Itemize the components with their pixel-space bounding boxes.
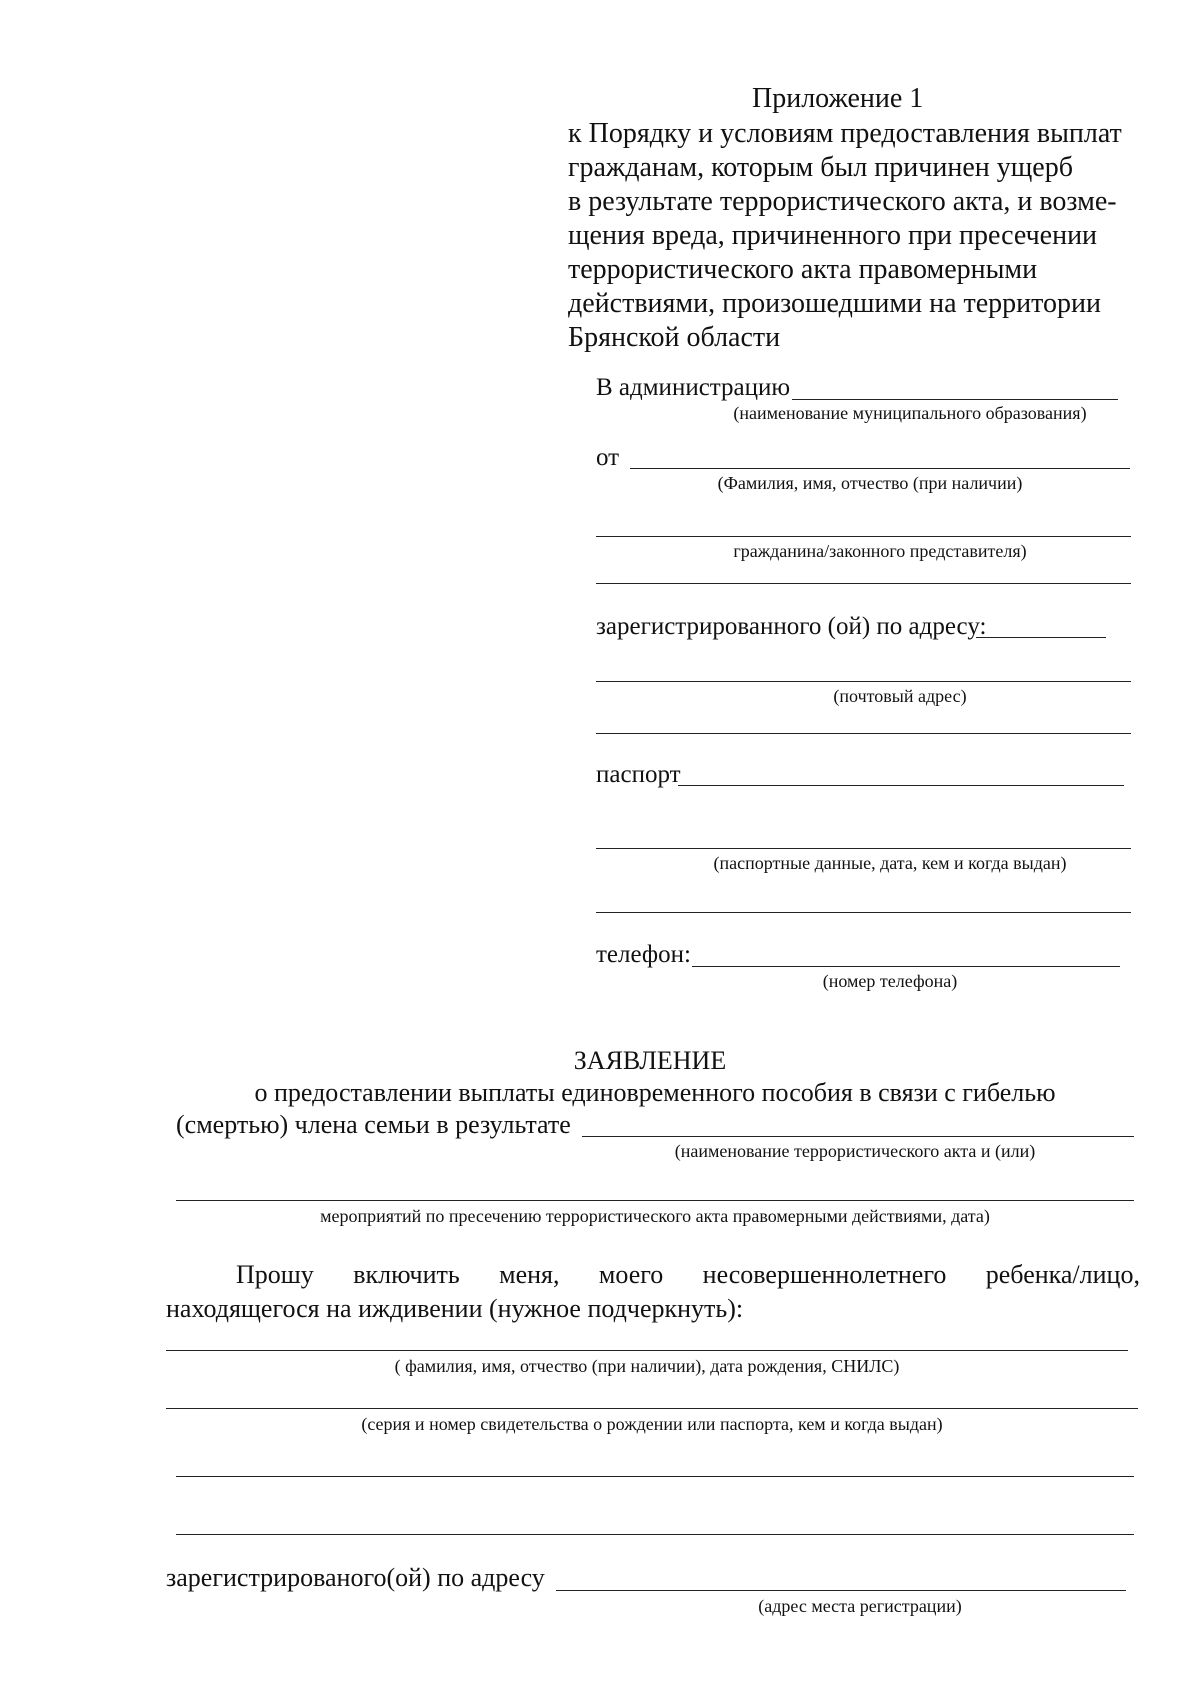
child-document-field-2[interactable]	[176, 1476, 1134, 1477]
request-line-2: находящегося на иждивении (нужное подчеркнуть):	[166, 1294, 744, 1323]
request-word: включить	[353, 1260, 460, 1289]
statement-title: ЗАЯВЛЕНИЕ	[573, 1046, 727, 1075]
child-document-field-3[interactable]	[176, 1534, 1134, 1535]
phone-label: телефон:	[596, 941, 691, 968]
request-word: ребенка/лицо,	[985, 1260, 1140, 1289]
terror-act-field-2[interactable]	[176, 1200, 1134, 1201]
passport-label: паспорт	[596, 761, 681, 788]
appendix-line: Брянской области	[568, 322, 781, 353]
request-word: Прошу	[236, 1260, 314, 1289]
child-document-field[interactable]	[166, 1408, 1138, 1409]
request-word: меня,	[499, 1260, 560, 1289]
passport-caption: (паспортные данные, дата, кем и когда выдан)	[713, 853, 1067, 873]
child-registered-caption: (адрес места регистрации)	[758, 1596, 962, 1616]
registered-address-field[interactable]	[976, 637, 1106, 638]
postal-address-field-2[interactable]	[596, 733, 1131, 734]
administration-caption: (наименование муниципального образования)	[733, 403, 1087, 423]
appendix-line: гражданам, которым был причинен ущерб	[568, 152, 1073, 183]
passport-field[interactable]	[678, 785, 1124, 786]
child-registered-label: зарегистрированого(ой) по адресу	[166, 1563, 545, 1592]
appendix-line: действиями, произошедшими на территории	[568, 288, 1101, 319]
passport-field-3[interactable]	[596, 912, 1131, 913]
passport-field-2[interactable]	[596, 848, 1131, 849]
statement-subtitle: о предоставлении выплаты единовременного пособия в связи с гибелью	[254, 1078, 1056, 1107]
administration-field[interactable]	[792, 399, 1118, 400]
terror-act-caption: (наименование террористического акта и (или)	[674, 1141, 1036, 1161]
appendix-line: к Порядку и условиям предоставления выплат	[568, 118, 1122, 149]
phone-caption: (номер телефона)	[822, 971, 958, 991]
request-word: несовершеннолетнего	[702, 1260, 947, 1289]
from-name-field-3[interactable]	[596, 583, 1131, 584]
from-label: от	[596, 444, 620, 471]
appendix-line: в результате террористического акта, и возме-	[568, 186, 1117, 217]
terror-act-caption-2: мероприятий по пресечению террористического акта правомерными действиями, дата)	[320, 1206, 990, 1226]
from-name-field[interactable]	[630, 468, 1130, 469]
from-name-field-2[interactable]	[596, 536, 1131, 537]
postal-address-field[interactable]	[596, 681, 1131, 682]
appendix-line: террористического акта правомерными	[568, 254, 1038, 285]
request-word: моего	[598, 1260, 664, 1289]
postal-address-caption: (почтовый адрес)	[833, 686, 967, 706]
administration-label: В администрацию	[596, 374, 791, 401]
appendix-line: щения вреда, причиненного при пресечении	[568, 220, 1098, 251]
registered-address-label: зарегистрированного (ой) по адресу:	[596, 613, 987, 640]
child-registered-field[interactable]	[556, 1590, 1126, 1591]
from-caption: (Фамилия, имя, отчество (при наличии)	[717, 473, 1023, 493]
child-name-field[interactable]	[166, 1350, 1128, 1351]
appendix-title: Приложение 1	[752, 83, 924, 114]
request-line	[176, 1259, 1140, 1291]
child-document-caption: (серия и номер свидетельства о рождении или паспорта, кем и когда выдан)	[361, 1414, 943, 1434]
from-caption-2: гражданина/законного представителя)	[733, 541, 1027, 561]
terror-act-field[interactable]	[582, 1136, 1134, 1137]
child-name-caption: ( фамилия, имя, отчество (при наличии), дата рождения, СНИЛС)	[394, 1356, 900, 1376]
statement-subtitle-2: (смертью) члена семьи в результате	[176, 1110, 571, 1139]
phone-field[interactable]	[692, 966, 1120, 967]
